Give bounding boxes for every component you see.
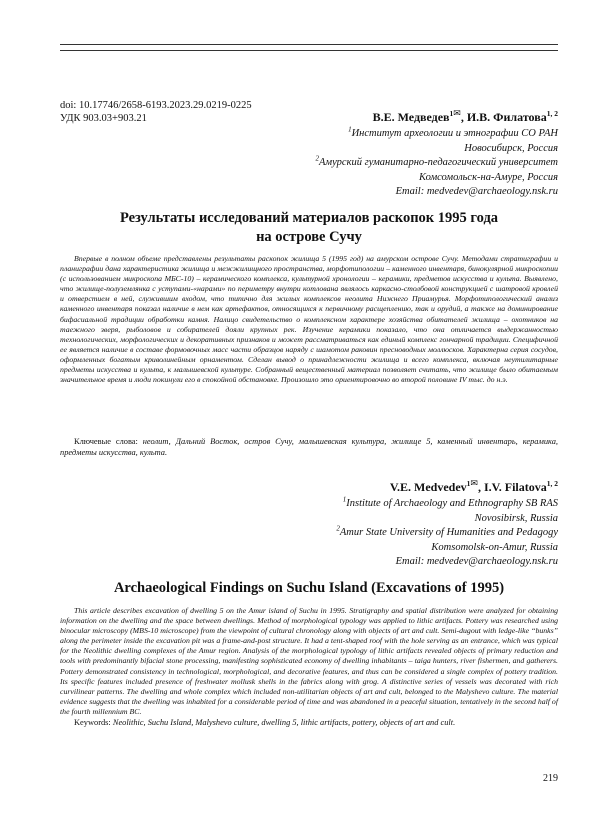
ru-affiliation-line: Новосибирск, Россия [464, 142, 558, 154]
ru-authors: В.Е. Медведев$^1$✉, И.В. Филатова$^{1, 2}$ [372, 108, 558, 124]
ru-keywords-text: неолит, Дальний Восток, остров Сучу, малышевская культура, жилище 5, каменный инвентарь, керамика, предметы искусства, культа. [60, 437, 559, 457]
en-affiliation-line: $^1$Institute of Archaeology and Ethnography SB RAS [342, 495, 558, 509]
udk-code: УДК 903.03+903.21 [60, 113, 147, 124]
en-affiliations [336, 497, 558, 570]
en-authors: V.E. Medvedev$^1$✉, I.V. Filatova$^{1, 2}$ [389, 478, 558, 494]
ru-affiliation-line: Комсомольск-на-Амуре, Россия [419, 171, 558, 183]
ru-title-line-2: на острове Сучу [256, 228, 362, 245]
header-rule-bottom [60, 50, 558, 51]
ru-title-line-1: Результаты исследований материалов раскопок 1995 года [119, 210, 499, 226]
ru-affiliation-line: $^2$Амурский гуманитарно-педагогический университет [315, 154, 558, 168]
en-keywords-text: Neolithic, Suchu Island, Malyshevo culture, dwelling 5, lithic artifacts, pottery, objects of art and cult. [112, 718, 456, 727]
doi[interactable]: doi: 10.17746/2658-6193.2023.29.0219-0225 [60, 100, 252, 111]
en-author-1: V.E. Medvedev [389, 480, 467, 494]
en-affiliation-line: $^2$Amur State University of Humanities and Pedagogy [336, 524, 558, 538]
ru-email[interactable]: Email: medvedev@archaeology.nsk.ru [395, 186, 558, 197]
page-number: 219 [543, 773, 558, 784]
ru-author-2: И.В. Филатова [466, 110, 547, 124]
en-author-2-sup: 1, 2 [546, 479, 558, 488]
en-affiliation-line: Novosibirsk, Russia [474, 512, 558, 524]
ru-author-1-sup: 1 [449, 109, 454, 118]
ru-affiliations [316, 127, 558, 200]
ru-author-1: В.Е. Медведев [372, 110, 450, 124]
en-author-1-sup: 1 [466, 479, 471, 488]
ru-author-2-sup: 1, 2 [546, 109, 558, 118]
ru-article-title [60, 209, 558, 246]
ru-keywords [60, 437, 558, 458]
en-article-title: Archaeological Findings on Suchu Island (Excavations of 1995) [113, 580, 505, 596]
ru-abstract: Впервые в полном объеме представлены результаты раскопок жилища 5 (1995 год) на амурском острове Сучу. Методами стратиграфии и планиграфии дана характеристика жилища и межжилищного пространства, морфотипологии – каменного инвентаря, бинокулярной микроскопии (с использованием микроскопа МБС-10) – керамического комплекса, культурной хронологии – керамики, предметов искусства и культа. Выявлено, что жилище-полуземлянка с уступами-«нарами» по периметру внутри котлована являлось каркасно-столбовой конструкцией с шатровой кровлей и отверстием в ней, служившим входом, что типично для жилых комплексов неолита Нижнего Приамурья. Морфотипологический анализ каменного инвентаря показал наличие в нем как артефактов, относящихся к первичному расщеплению, так и орудий, а также на доминирование бифасиальной традиции обработки камня. Налицо свидетельство о комплексном характере хозяйства обитателей жилища – охотников на таежного зверя, рыболовов и собирателей дояли крупных рек. Изучение керамики показало, что она отличается выдержанностью технологических, морфологических и декоративных признаков и может рассматриваться как единый комплекс гончарной традиции. Специфичной ее является наличие в составе формовочных масс части образцов наряду с шамотом раковин пресноводных моллюсков. Характерна серия сосудов, оформленных богатым криволинейным орнаментом. Сделан вывод о принадлежности жилища и всего комплекса, включая неутилитарные предметы искусства и культа, к малышевской культуре. Собранный вещественный материал позволяет считать, что жилище было обитаемым значительное время и люди покинули его в спокойной обстановке. Произошло это ориентировочно во второй половине IV тыс. до н.э. [60, 254, 558, 385]
en-author-2: I.V. Filatova [483, 480, 547, 494]
en-keywords-label: Keywords: [74, 718, 111, 727]
ru-keywords-label: Ключевые слова: [74, 437, 138, 446]
header-rule-top [60, 44, 558, 45]
ru-affiliation-line: $^1$Институт археологии и этнографии СО РАН [348, 125, 558, 139]
en-email[interactable]: Email: medvedev@archaeology.nsk.ru [395, 556, 558, 567]
en-abstract: This article describes excavation of dwelling 5 on the Amur island of Suchu in 1995. Stratigraphy and spatial distribution were analyzed for obtaining information on the dwelling and the space between dwellings. Method of morphological typology was applied to lithic artifacts. Pottery was researched using binocular microscopy (MBS-10 microscope) from the viewpoint of cultural chronology along with objects of art and cult. Semi-dugout with ledge-like “bunks” along the perimeter inside the excavation pit was a frame-and-post structure. It had a tent-shaped roof with the hole serving as an entrance, which was typical for the Neolithic dwelling complexes of the Amur region. Analysis of the morphological typology of lithic artifacts revealed objects of primary reduction and tools with predominantly bifacial stone processing, manifesting sophisticated economy of dwelling inhabitants – taiga hunters, river fishermen, and gatherers. Pottery demonstrated consistency in technological, morphological, and decorative features, and thus can be considered a single complex of pottery tradition. Its specific features included presence of freshwater mollusk shells in the fabrics along with grog. A distinctive series of vessels was decorated with rich curvilinear patterns. The dwelling and whole complex which included non-utilitarian objects of art and cult, belonged to the Malyshevo culture. The material evidence suggests that the dwelling was inhabited for a considerable period of time and was abandoned in a peaceful situation, tentatively in the second half of the fourth millennium BC. [60, 606, 558, 716]
en-affiliation-line: Komsomolsk-on-Amur, Russia [431, 541, 558, 553]
en-keywords [60, 718, 558, 729]
